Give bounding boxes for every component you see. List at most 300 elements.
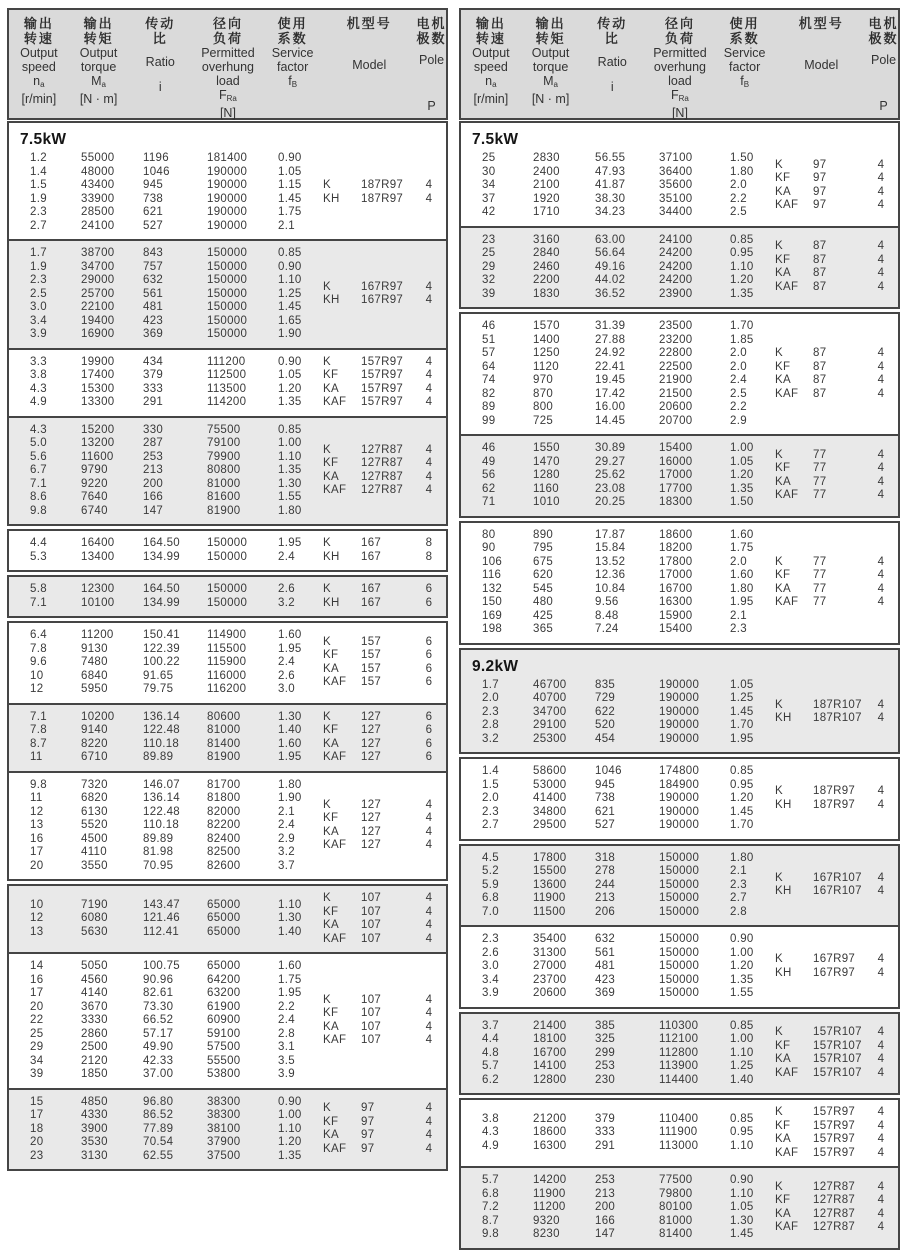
cell-overhung-load: 65000 [207, 925, 241, 938]
rows-table [9, 537, 321, 564]
cell-output-torque: 13400 [81, 550, 115, 563]
cell-model-prefix: KF [323, 1007, 339, 1020]
table-row [9, 166, 321, 180]
cell-ratio: 91.65 [143, 669, 174, 682]
cell-ratio: 17.42 [595, 387, 626, 400]
cell-service-factor: 0.85 [730, 233, 754, 246]
cell-model-prefix: KA [775, 582, 791, 595]
cell-output-torque: 18600 [533, 1126, 567, 1139]
cell-output-torque: 15300 [81, 382, 115, 395]
cell-model-prefix: KA [775, 1053, 791, 1066]
cell-overhung-load: 82200 [207, 819, 241, 831]
cell-model-number: 167R97 [813, 966, 856, 979]
cell-output-torque: 15200 [81, 423, 115, 436]
cell-output-speed: 17 [30, 987, 44, 999]
cell-overhung-load: 65000 [207, 912, 241, 925]
cell-output-speed: 9.8 [30, 504, 47, 517]
cell-model-prefix: KAF [323, 484, 347, 497]
cell-service-factor: 2.4 [278, 550, 295, 563]
cell-model-number: 107 [361, 932, 382, 945]
cell-service-factor: 1.90 [278, 328, 302, 340]
cell-service-factor: 2.0 [730, 347, 747, 359]
group-body [461, 1020, 898, 1088]
cell-overhung-load: 60900 [207, 1014, 241, 1026]
table-row [9, 926, 321, 940]
model-row [321, 356, 443, 370]
cell-overhung-load: 17700 [659, 482, 693, 495]
cell-overhung-load: 82500 [207, 846, 241, 858]
table-row [461, 1174, 773, 1188]
cell-ratio: 29.27 [595, 455, 626, 468]
cell-output-torque: 22100 [81, 301, 115, 313]
cell-overhung-load: 22500 [659, 360, 693, 373]
cell-pole: 6 [425, 751, 433, 763]
cell-model-number: 107 [361, 905, 382, 918]
models-table [321, 281, 443, 308]
cell-output-torque: 1470 [533, 455, 560, 468]
cell-overhung-load: 150000 [207, 537, 248, 549]
cell-ratio: 47.93 [595, 165, 626, 178]
cell-model-prefix: K [323, 443, 331, 456]
cell-ratio: 481 [143, 301, 164, 313]
table-row [9, 537, 321, 551]
cell-output-torque: 2830 [533, 152, 560, 164]
cell-model-prefix: KAF [323, 396, 347, 408]
cell-output-speed: 4.9 [482, 1139, 499, 1152]
cell-service-factor: 3.2 [278, 846, 295, 858]
group-body [461, 529, 898, 637]
cell-output-torque: 4140 [81, 987, 108, 999]
cell-output-torque: 1570 [533, 320, 560, 332]
cell-model-number: 157R107 [813, 1066, 862, 1079]
table-row [9, 683, 321, 697]
cell-ratio: 49.16 [595, 260, 626, 273]
group-body [461, 679, 898, 747]
cell-output-torque: 3530 [81, 1136, 108, 1148]
cell-ratio: 621 [143, 206, 164, 218]
cell-service-factor: 1.80 [278, 504, 302, 517]
cell-output-speed: 2.0 [482, 792, 499, 804]
cell-service-factor: 1.20 [730, 960, 754, 972]
cell-overhung-load: 150000 [659, 865, 700, 877]
cell-service-factor: 1.00 [278, 437, 302, 449]
cell-pole: 4 [425, 1020, 433, 1033]
cell-output-torque: 1550 [533, 442, 560, 454]
cell-service-factor: 1.55 [278, 491, 302, 503]
cell-output-speed: 7.8 [30, 642, 47, 655]
cell-service-factor: 1.05 [278, 369, 302, 381]
cell-service-factor: 1.10 [730, 1139, 754, 1152]
group-body [461, 765, 898, 833]
cell-overhung-load: 115500 [207, 642, 247, 655]
table-row [461, 388, 773, 402]
cell-ratio: 56.64 [595, 247, 626, 259]
cell-overhung-load: 18600 [659, 528, 693, 541]
section-title: 7.5kW [20, 131, 67, 148]
model-row [773, 583, 895, 597]
cell-pole: 6 [425, 596, 433, 609]
model-row [773, 872, 895, 886]
cell-service-factor: 3.1 [278, 1041, 295, 1053]
cell-model-prefix: K [775, 158, 783, 171]
cell-model-number: 77 [813, 489, 827, 502]
header-unit: [N · m] [79, 92, 118, 106]
cell-output-torque: 20600 [533, 987, 567, 999]
cell-ratio: 12.36 [595, 569, 626, 581]
cell-model-number: 157R97 [361, 369, 404, 381]
cell-model-prefix: K [775, 240, 783, 253]
cell-model-number: 187R97 [361, 179, 404, 191]
table-row [461, 1201, 773, 1215]
cell-model-number: 157R97 [813, 1119, 856, 1132]
cell-output-speed: 12 [30, 912, 44, 925]
cell-ratio: 423 [595, 973, 616, 986]
cell-output-torque: 12300 [81, 583, 115, 595]
cell-model-number: 127R87 [813, 1194, 856, 1207]
cell-output-speed: 2.6 [482, 946, 499, 959]
cell-service-factor: 1.40 [730, 1073, 754, 1086]
cell-ratio: 122.48 [143, 805, 180, 818]
cell-ratio: 36.52 [595, 287, 626, 300]
cell-pole: 4 [425, 179, 433, 191]
cell-output-speed: 1.7 [482, 678, 499, 691]
cell-model-prefix: K [775, 698, 783, 711]
header-symbol [543, 74, 558, 92]
cell-ratio: 19.45 [595, 374, 626, 386]
cell-ratio: 62.55 [143, 1149, 174, 1162]
spec-group [7, 771, 448, 882]
section-title: 9.2kW [472, 657, 519, 675]
header-zh-line: 输出 [535, 16, 566, 31]
cell-overhung-load: 81000 [207, 477, 241, 490]
symbol-subscript: a [101, 80, 106, 89]
cell-ratio: 561 [143, 287, 164, 300]
cell-service-factor: 1.90 [278, 792, 302, 804]
cell-model-prefix: KH [775, 966, 792, 979]
symbol-base: f [740, 74, 744, 88]
table-row [461, 483, 773, 497]
spec-group [7, 703, 448, 773]
table-row [9, 152, 321, 166]
header-en-line: overhung [201, 60, 254, 74]
cell-ratio: 110.18 [143, 819, 180, 831]
cell-ratio: 206 [595, 905, 616, 918]
cell-ratio: 200 [595, 1201, 616, 1213]
cell-overhung-load: 111200 [207, 355, 246, 368]
cell-output-torque: 53000 [533, 778, 567, 791]
cell-output-speed: 2.3 [482, 805, 499, 818]
cell-model-prefix: KF [775, 253, 791, 266]
cell-model-number: 127R87 [361, 484, 404, 497]
cell-output-torque: 4560 [81, 973, 108, 986]
cell-service-factor: 1.35 [278, 396, 302, 408]
cell-overhung-load: 150000 [207, 596, 248, 609]
cell-overhung-load: 24200 [659, 247, 693, 259]
cell-ratio: 147 [143, 504, 164, 517]
models-table [773, 872, 895, 899]
cell-output-speed: 2.8 [482, 719, 499, 731]
cell-pole: 6 [425, 649, 433, 662]
cell-output-torque: 25300 [533, 732, 567, 745]
cell-output-torque: 620 [533, 569, 554, 581]
cell-output-speed: 25 [30, 1027, 44, 1040]
cell-service-factor: 1.20 [278, 1136, 302, 1148]
model-row [773, 1147, 895, 1161]
cell-model-prefix: KH [775, 798, 792, 811]
cell-service-factor: 2.2 [278, 1000, 295, 1013]
cell-ratio: 621 [595, 805, 616, 818]
group-body [461, 1106, 898, 1160]
cell-model-prefix: KA [323, 470, 339, 483]
models-table [321, 636, 443, 690]
spec-group [7, 575, 448, 618]
symbol-subscript: Ra [226, 94, 237, 103]
models-table [773, 449, 895, 503]
cell-overhung-load: 114200 [207, 396, 247, 408]
table-row [9, 193, 321, 207]
cell-output-torque: 6840 [81, 669, 108, 682]
symbol-base: n [485, 74, 493, 88]
header-col-output-speed [10, 16, 68, 114]
table-row [461, 234, 773, 248]
cell-overhung-load: 110300 [659, 1019, 699, 1032]
cell-model-number: 167R107 [813, 871, 862, 884]
table-row [9, 846, 321, 860]
cell-overhung-load: 35100 [659, 192, 693, 205]
cell-output-torque: 800 [533, 401, 554, 413]
model-row [321, 583, 443, 597]
header-en-line: Permitted [653, 46, 707, 60]
cell-ratio: 27.88 [595, 333, 626, 346]
cell-output-torque: 2860 [81, 1027, 108, 1040]
cell-model-prefix: K [775, 953, 783, 966]
cell-overhung-load: 38100 [207, 1122, 241, 1135]
cell-output-speed: 1.7 [30, 247, 47, 259]
models-table [321, 1102, 443, 1156]
cell-overhung-load: 24200 [659, 260, 693, 273]
cell-output-speed: 8.7 [30, 737, 47, 750]
header-en-line: speed [21, 60, 56, 74]
rows-table [9, 356, 321, 410]
table-row [9, 974, 321, 988]
cell-service-factor: 2.5 [730, 206, 747, 218]
model-row [773, 240, 895, 254]
cell-overhung-load: 37500 [207, 1149, 241, 1162]
cell-service-factor: 1.30 [730, 1214, 754, 1227]
cell-service-factor: 3.0 [278, 683, 295, 695]
cell-overhung-load: 55500 [207, 1054, 241, 1067]
cell-pole: 4 [425, 839, 433, 852]
models-table [773, 347, 895, 401]
cell-output-torque: 33900 [81, 192, 115, 205]
cell-output-torque: 365 [533, 623, 554, 635]
cell-pole: 4 [877, 582, 885, 595]
cell-output-torque: 5630 [81, 925, 108, 938]
cell-output-speed: 9.8 [482, 1228, 499, 1240]
header-zh-line: 负荷 [664, 31, 695, 46]
cell-output-speed: 5.6 [30, 450, 47, 463]
cell-service-factor: 1.50 [730, 496, 754, 508]
spec-group [7, 121, 448, 241]
cell-model-prefix: KAF [323, 1034, 347, 1047]
models-table [773, 556, 895, 610]
cell-output-torque: 6710 [81, 751, 108, 763]
cell-model-prefix: KA [775, 1133, 791, 1145]
cell-output-torque: 3330 [81, 1014, 108, 1026]
table-row [9, 711, 321, 725]
cell-model-number: 167 [361, 583, 382, 595]
cell-pole: 4 [425, 1007, 433, 1020]
header-en-line: factor [277, 60, 309, 74]
cell-output-torque: 3550 [81, 859, 108, 872]
cell-model-prefix: K [323, 993, 331, 1006]
cell-pole: 4 [877, 475, 885, 488]
cell-output-torque: 9140 [81, 724, 108, 736]
cell-model-prefix: KAF [323, 1142, 347, 1155]
cell-output-speed: 10 [30, 669, 44, 682]
spec-group [7, 348, 448, 418]
rows-table [461, 152, 773, 220]
cell-model-prefix: KA [323, 737, 339, 750]
cell-output-speed: 7.2 [482, 1201, 499, 1213]
table-row [461, 906, 773, 920]
model-row [321, 649, 443, 663]
cell-model-prefix: KA [775, 374, 791, 386]
cell-service-factor: 1.70 [730, 320, 754, 332]
model-row [321, 383, 443, 397]
cell-output-speed: 20 [30, 859, 44, 872]
table-row [461, 320, 773, 334]
table-row [461, 247, 773, 261]
cell-ratio: 146.07 [143, 778, 180, 791]
cell-model-prefix: KA [323, 825, 339, 838]
cell-service-factor: 2.1 [730, 609, 747, 622]
cell-pole: 6 [425, 710, 433, 723]
cell-service-factor: 1.95 [278, 642, 302, 655]
model-row [773, 785, 895, 799]
cell-model-number: 127R87 [813, 1221, 856, 1234]
header-en-line: Output [531, 46, 570, 60]
cell-ratio: 278 [595, 865, 616, 877]
spec-group [7, 952, 448, 1090]
model-row [773, 1194, 895, 1208]
cell-overhung-load: 190000 [207, 192, 248, 205]
cell-model-number: 107 [361, 993, 382, 1006]
cell-output-speed: 8.7 [482, 1214, 499, 1227]
cell-output-torque: 10100 [81, 596, 115, 609]
group-body [9, 960, 446, 1082]
cell-overhung-load: 82000 [207, 805, 241, 818]
cell-output-torque: 34700 [81, 260, 115, 273]
cell-overhung-load: 53800 [207, 1068, 241, 1080]
cell-service-factor: 1.60 [730, 528, 754, 541]
cell-overhung-load: 113000 [659, 1139, 699, 1152]
group-body [9, 583, 446, 610]
cell-model-prefix: KF [775, 1194, 791, 1207]
model-row [321, 839, 443, 853]
cell-model-prefix: K [775, 448, 783, 461]
cell-model-number: 87 [813, 280, 827, 293]
header-en-line: torque [532, 60, 569, 74]
cell-output-torque: 4330 [81, 1109, 108, 1121]
cell-overhung-load: 81900 [207, 504, 241, 517]
cell-pole: 4 [425, 192, 433, 205]
cell-output-speed: 2.0 [482, 692, 499, 704]
table-row [461, 1033, 773, 1047]
cell-service-factor: 0.90 [278, 152, 302, 164]
cell-ratio: 79.75 [143, 683, 174, 695]
cell-output-speed: 6.8 [482, 1187, 499, 1200]
cell-ratio: 9.56 [595, 596, 619, 608]
model-row [321, 457, 443, 471]
table-row [9, 437, 321, 451]
model-row [773, 799, 895, 813]
cell-model-prefix: KH [775, 885, 792, 898]
cell-ratio: 13.52 [595, 555, 626, 568]
cell-ratio: 56.55 [595, 152, 626, 164]
model-row [321, 369, 443, 383]
cell-service-factor: 1.40 [278, 724, 302, 736]
header-en-line: Ratio [145, 55, 175, 69]
model-row [321, 906, 443, 920]
table-row [461, 1140, 773, 1154]
spec-group [459, 1166, 900, 1250]
cell-output-speed: 11 [30, 792, 43, 804]
cell-output-torque: 480 [533, 596, 554, 608]
cell-output-speed: 14 [30, 960, 44, 972]
cell-pole: 4 [425, 470, 433, 483]
cell-pole: 4 [425, 905, 433, 918]
cell-model-number: 87 [813, 347, 827, 359]
cell-output-speed: 20 [30, 1000, 44, 1013]
cell-service-factor: 1.65 [278, 314, 302, 327]
table-row [9, 261, 321, 275]
cell-model-prefix: KAF [775, 387, 799, 400]
cell-pole: 4 [425, 382, 433, 395]
table-row [461, 623, 773, 637]
cell-ratio: 230 [595, 1073, 616, 1086]
cell-output-torque: 29500 [533, 819, 567, 831]
cell-service-factor: 2.8 [278, 1027, 295, 1040]
symbol-subscript: a [492, 80, 497, 89]
cell-model-prefix: K [323, 892, 331, 904]
symbol-base: M [91, 74, 102, 88]
cell-pole: 4 [877, 240, 885, 253]
cell-overhung-load: 63200 [207, 987, 241, 999]
header-symbol [33, 74, 44, 92]
model-row [321, 738, 443, 752]
cell-ratio: 8.48 [595, 609, 619, 622]
cell-output-torque: 6740 [81, 504, 108, 517]
cell-pole: 4 [877, 387, 885, 400]
cell-model-number: 77 [813, 462, 827, 475]
cell-ratio: 632 [143, 274, 164, 286]
cell-overhung-load: 111900 [659, 1126, 698, 1139]
group-body [461, 152, 898, 220]
models-table [321, 583, 443, 610]
cell-output-speed: 1.9 [30, 260, 47, 273]
cell-model-number: 127 [361, 839, 382, 852]
cell-service-factor: 1.30 [278, 912, 302, 925]
header-unit: [N · m] [531, 92, 570, 106]
cell-model-prefix: KA [775, 1207, 791, 1220]
cell-output-speed: 89 [482, 401, 496, 413]
cell-model-prefix: KF [323, 649, 339, 662]
cell-ratio: 385 [595, 1019, 616, 1032]
header-symbol [671, 88, 689, 106]
model-row [773, 281, 895, 295]
cell-output-speed: 16 [30, 832, 44, 845]
